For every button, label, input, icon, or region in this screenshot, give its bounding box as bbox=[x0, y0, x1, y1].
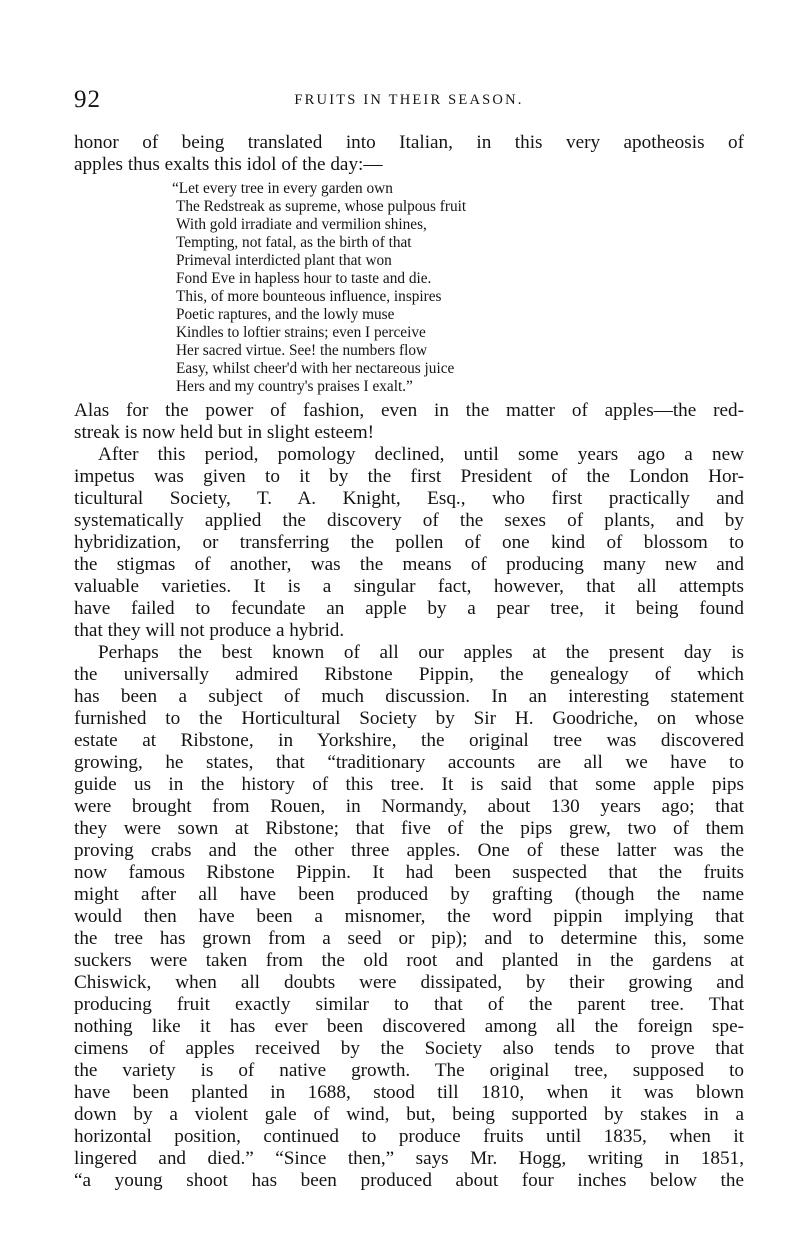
page-header bbox=[74, 86, 744, 116]
text-line: down by a violent gale of wind, but, being supported by stakes in a bbox=[74, 1104, 744, 1125]
poem-line: “Let every tree in every garden own bbox=[172, 180, 393, 197]
poem-line: Primeval interdicted plant that won bbox=[176, 252, 392, 269]
poem-line: Fond Eve in hapless hour to taste and die. bbox=[176, 270, 432, 287]
poem-line: Hers and my country's praises I exalt.” bbox=[176, 378, 413, 395]
text-line: producing fruit exactly similar to that of the parent tree. That bbox=[74, 994, 744, 1015]
text-line: have failed to fecundate an apple by a pear tree, it being found bbox=[74, 598, 744, 619]
text-line: impetus was given to it by the first President of the London Hor- bbox=[74, 466, 744, 487]
text-line: Perhaps the best known of all our apples at the present day is bbox=[98, 642, 744, 663]
text-line: lingered and died.” “Since then,” says Mr. Hogg, writing in 1851, bbox=[74, 1148, 744, 1169]
page-number: 92 bbox=[74, 86, 101, 113]
text-line: streak is now held but in slight esteem! bbox=[74, 422, 375, 443]
text-line: the stigmas of another, was the means of producing many new and bbox=[74, 554, 744, 575]
text-line: suckers were taken from the old root and planted in the gardens at bbox=[74, 950, 744, 971]
text-line: horizontal position, continued to produce fruits until 1835, when it bbox=[74, 1126, 744, 1147]
text-line: might after all have been produced by grafting (though the name bbox=[74, 884, 744, 905]
text-line: now famous Ribstone Pippin. It had been suspected that the fruits bbox=[74, 862, 744, 883]
text-line: valuable varieties. It is a singular fact, however, that all attempts bbox=[74, 576, 744, 597]
poem-line: Her sacred virtue. See! the numbers flow bbox=[176, 342, 428, 359]
poem-line: Kindles to loftier strains; even I perceive bbox=[176, 324, 426, 341]
text-line: systematically applied the discovery of the sexes of plants, and by bbox=[74, 510, 744, 531]
text-line: apples thus exalts this idol of the day:— bbox=[74, 154, 383, 175]
poem-line: The Redstreak as supreme, whose pulpous fruit bbox=[176, 198, 467, 215]
text-line: ticultural Society, T. A. Knight, Esq., who first practically and bbox=[74, 488, 744, 509]
text-line: would then have been a misnomer, the word pippin implying that bbox=[74, 906, 744, 927]
text-line: furnished to the Horticultural Society by Sir H. Goodriche, on whose bbox=[74, 708, 744, 729]
poem-line: With gold irradiate and vermilion shines, bbox=[176, 216, 427, 233]
text-line: has been a subject of much discussion. In an interesting statement bbox=[74, 686, 744, 707]
text-line: proving crabs and the other three apples. One of these latter was the bbox=[74, 840, 744, 861]
text-line: honor of being translated into Italian, in this very apotheosis of bbox=[74, 132, 744, 153]
text-line: “a young shoot has been produced about four inches below the bbox=[74, 1170, 744, 1191]
text-line: guide us in the history of this tree. It is said that some apple pips bbox=[74, 774, 744, 795]
poem-line: Easy, whilst cheer'd with her nectareous juice bbox=[176, 360, 455, 377]
poem-line: Tempting, not fatal, as the birth of that bbox=[176, 234, 412, 251]
text-line: estate at Ribstone, in Yorkshire, the original tree was discovered bbox=[74, 730, 744, 751]
poem-line: This, of more bounteous influence, inspires bbox=[176, 288, 442, 305]
text-line: Chiswick, when all doubts were dissipated, by their growing and bbox=[74, 972, 744, 993]
text-line: hybridization, or transferring the pollen of one kind of blossom to bbox=[74, 532, 744, 553]
text-line: have been planted in 1688, stood till 1810, when it was blown bbox=[74, 1082, 744, 1103]
text-line: After this period, pomology declined, until some years ago a new bbox=[98, 444, 744, 465]
text-line: Alas for the power of fashion, even in the matter of apples—the red- bbox=[74, 400, 744, 421]
text-line: that they will not produce a hybrid. bbox=[74, 620, 345, 641]
poem-line: Poetic raptures, and the lowly muse bbox=[176, 306, 395, 323]
text-line: cimens of apples received by the Society also tends to prove that bbox=[74, 1038, 744, 1059]
text-line: nothing like it has ever been discovered among all the foreign spe- bbox=[74, 1016, 744, 1037]
text-line: the tree has grown from a seed or pip); and to determine this, some bbox=[74, 928, 744, 949]
text-line: the variety is of native growth. The original tree, supposed to bbox=[74, 1060, 744, 1081]
running-title: FRUITS IN THEIR SEASON. bbox=[294, 92, 524, 108]
text-line: were brought from Rouen, in Normandy, about 130 years ago; that bbox=[74, 796, 744, 817]
text-line: the universally admired Ribstone Pippin, the genealogy of which bbox=[74, 664, 744, 685]
text-line: growing, he states, that “traditionary accounts are all we have to bbox=[74, 752, 744, 773]
text-line: they were sown at Ribstone; that five of the pips grew, two of them bbox=[74, 818, 744, 839]
